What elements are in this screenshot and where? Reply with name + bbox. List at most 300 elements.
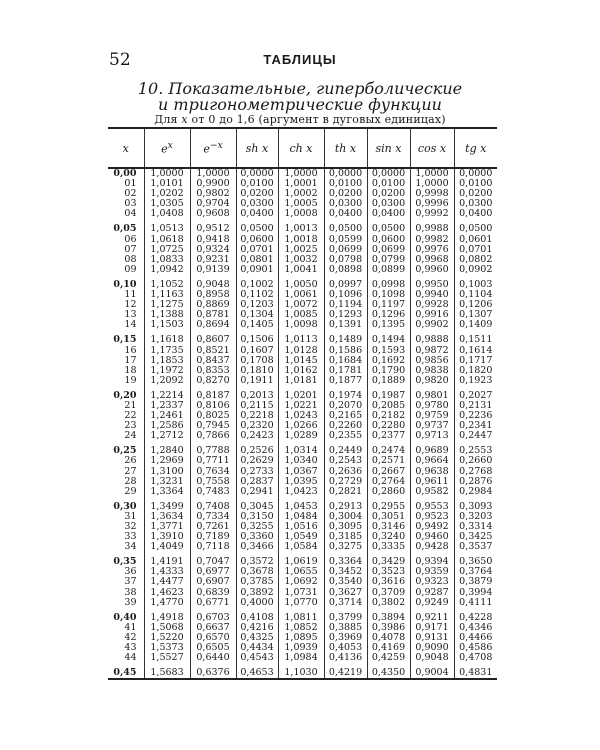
table-cell: 0,2768 <box>459 465 493 477</box>
table-cell: 0,2941 <box>236 487 278 497</box>
row-argument: 24 <box>108 431 144 441</box>
table-cell: 0,2085 <box>367 401 410 411</box>
table-cell: 0,9611 <box>410 477 454 487</box>
table-cell: 0,9996 <box>410 199 454 209</box>
table-cell: 1,4770 <box>144 598 190 608</box>
table-cell: 0,1203 <box>236 300 278 310</box>
header-col-th <box>324 128 367 168</box>
row-argument: 06 <box>108 235 144 245</box>
table-cell: 0,3799 <box>324 608 367 623</box>
running-head: ТАБЛИЦЫ <box>263 52 337 67</box>
table-cell: 0,1293 <box>324 310 367 320</box>
header-label: e <box>161 142 168 156</box>
table-cell: 1,4049 <box>144 542 190 552</box>
table-cell: 0,3892 <box>236 588 278 598</box>
table-cell: 0,9492 <box>410 522 454 532</box>
header-label: x <box>122 141 129 155</box>
header-col-exp-neg <box>190 128 236 168</box>
table-cell: 0,8106 <box>190 401 236 411</box>
table-cell: 0,3275 <box>324 542 367 552</box>
row-argument: 36 <box>108 567 144 577</box>
table-cell: 0,4325 <box>236 633 278 643</box>
table-cell: 0,9838 <box>410 366 454 376</box>
table-cell: 0,8353 <box>190 366 236 376</box>
table-cell: 0,1104 <box>459 289 493 301</box>
row-argument: 0,05 <box>108 219 144 234</box>
table-cell: 1,0098 <box>278 320 324 330</box>
table-cell: 0,8958 <box>190 290 236 300</box>
row-argument: 0,25 <box>108 441 144 456</box>
table-cell: 1,0000 <box>410 168 454 179</box>
header-superscript: −x <box>209 140 223 152</box>
table-cell: 1,5373 <box>144 643 190 653</box>
row-argument: 07 <box>108 245 144 255</box>
table-cell: 0,3095 <box>324 522 367 532</box>
row-argument: 33 <box>108 532 144 542</box>
table-cell: 0,6440 <box>190 653 236 663</box>
header-col-ch <box>278 128 324 168</box>
table-cell: 0,7334 <box>190 512 236 522</box>
table-cell: 0,0500 <box>367 219 410 234</box>
table-cell: 0,4169 <box>367 643 410 653</box>
table-cell: 0,1506 <box>236 330 278 345</box>
table-cell: 1,0314 <box>278 441 324 456</box>
table-cell: 0,9900 <box>190 179 236 189</box>
table-cell: 0,3885 <box>324 623 367 633</box>
table-cell: 0,9211 <box>410 608 454 623</box>
page-number: 52 <box>109 50 131 70</box>
table-cell: 0,3616 <box>367 577 410 587</box>
table-cell: 0,0000 <box>236 168 278 179</box>
row-argument: 0,45 <box>108 663 144 679</box>
table-cell: 1,0549 <box>278 532 324 542</box>
table-cell: 0,2013 <box>236 386 278 401</box>
header-col-exp <box>144 128 190 168</box>
table-cell: 0,7047 <box>190 552 236 567</box>
table-cell: 1,5683 <box>144 663 190 679</box>
table-cell: 1,3100 <box>144 467 190 477</box>
table-cell: 1,2461 <box>144 411 190 421</box>
table-cell: 1,0770 <box>278 598 324 608</box>
table-cell: 1,0025 <box>278 245 324 255</box>
table-cell: 1,5068 <box>144 623 190 633</box>
table-cell: 0,4219 <box>324 663 367 679</box>
table-cell: 0,2260 <box>324 421 367 431</box>
row-argument: 0,15 <box>108 330 144 345</box>
row-argument: 0,35 <box>108 552 144 567</box>
table-cell: 1,0984 <box>278 653 324 663</box>
table-cell: 0,0801 <box>236 255 278 265</box>
table-cell: 0,0600 <box>367 235 410 245</box>
table-cell: 0,9801 <box>410 386 454 401</box>
row-argument: 02 <box>108 189 144 199</box>
row-argument: 28 <box>108 477 144 487</box>
table-cell: 0,1405 <box>236 320 278 330</box>
table-cell: 0,3785 <box>236 577 278 587</box>
table-cell: 0,2447 <box>459 430 493 442</box>
table-row <box>108 431 497 441</box>
row-argument: 31 <box>108 512 144 522</box>
row-argument: 29 <box>108 487 144 497</box>
table-cell: 1,1618 <box>144 330 190 345</box>
table-cell: 1,0128 <box>278 346 324 356</box>
table-cell: 0,1614 <box>459 344 493 356</box>
function-table <box>108 127 497 680</box>
table-cell: 0,2115 <box>236 401 278 411</box>
table-cell: 0,1003 <box>459 278 493 290</box>
table-cell: 1,0202 <box>144 189 190 199</box>
table-cell: 0,0100 <box>324 179 367 189</box>
table-row <box>108 663 497 679</box>
table-cell: 0,9249 <box>410 598 454 608</box>
table-cell: 0,2236 <box>459 410 493 422</box>
table-cell: 0,9004 <box>410 663 454 679</box>
table-cell: 0,3627 <box>324 588 367 598</box>
table-cell: 0,0000 <box>367 168 410 179</box>
table-cell: 0,9131 <box>410 633 454 643</box>
table-cell: 0,6505 <box>190 643 236 653</box>
table-cell: 0,8187 <box>190 386 236 401</box>
table-cell: 1,0619 <box>278 552 324 567</box>
table-cell: 0,4434 <box>236 643 278 653</box>
table-row <box>108 487 497 497</box>
table-row <box>108 497 497 512</box>
row-argument: 41 <box>108 623 144 633</box>
table-cell: 1,0423 <box>278 487 324 497</box>
table-cell: 1,5527 <box>144 653 190 663</box>
table-cell: 0,9139 <box>190 265 236 275</box>
table-title-line1: 10. Показательные, гиперболические <box>137 79 463 98</box>
table-cell: 0,1494 <box>367 330 410 345</box>
table-cell: 0,8521 <box>190 346 236 356</box>
table-cell: 1,0725 <box>144 245 190 255</box>
table-cell: 0,0200 <box>324 189 367 199</box>
table-cell: 0,3714 <box>324 598 367 608</box>
table-cell: 0,7118 <box>190 542 236 552</box>
table-cell: 0,0701 <box>236 245 278 255</box>
table-cell: 1,2712 <box>144 431 190 441</box>
table-cell: 1,0340 <box>278 456 324 466</box>
table-cell: 0,9902 <box>410 320 454 330</box>
table-cell: 0,0599 <box>324 235 367 245</box>
header-label: sh x <box>245 141 269 155</box>
table-cell: 0,1098 <box>367 290 410 300</box>
table-cell: 0,9820 <box>410 376 454 386</box>
table-cell: 0,2984 <box>459 485 493 497</box>
table-cell: 0,2182 <box>367 411 410 421</box>
row-argument: 0,40 <box>108 608 144 623</box>
table-cell: 0,3678 <box>236 567 278 577</box>
table-cell: 1,0145 <box>278 356 324 366</box>
header-col-sh <box>236 128 278 168</box>
table-cell: 1,1503 <box>144 320 190 330</box>
table-cell: 0,9553 <box>410 497 454 512</box>
table-cell: 0,3425 <box>459 531 493 543</box>
table-cell: 1,0516 <box>278 522 324 532</box>
table-cell: 0,2821 <box>324 487 367 497</box>
table-cell: 0,4053 <box>324 643 367 653</box>
table-cell: 0,1790 <box>367 366 410 376</box>
table-cell: 0,2571 <box>367 456 410 466</box>
table-cell: 0,0500 <box>324 219 367 234</box>
table-cell: 0,1607 <box>236 346 278 356</box>
table-cell: 1,1735 <box>144 346 190 356</box>
table-cell: 0,4078 <box>367 633 410 643</box>
header-col-sin <box>367 128 410 168</box>
table-cell: 0,9394 <box>410 552 454 567</box>
row-argument: 44 <box>108 653 144 663</box>
table-cell: 0,6977 <box>190 567 236 577</box>
table-cell: 1,3499 <box>144 497 190 512</box>
table-cell: 0,1206 <box>459 299 493 311</box>
table-cell: 1,0584 <box>278 542 324 552</box>
table-cell: 0,3146 <box>367 522 410 532</box>
row-argument: 0,30 <box>108 497 144 512</box>
table-cell: 0,9780 <box>410 401 454 411</box>
table-cell: 0,2660 <box>459 455 493 467</box>
table-cell: 0,9523 <box>410 512 454 522</box>
table-cell: 0,9664 <box>410 456 454 466</box>
table-cell: 0,0902 <box>459 263 493 275</box>
table-cell: 1,0162 <box>278 366 324 376</box>
header-col-x <box>108 128 144 168</box>
table-cell: 0,0100 <box>367 179 410 189</box>
table-cell: 0,4216 <box>236 623 278 633</box>
table-cell: 0,0998 <box>367 275 410 290</box>
table-cell: 0,3466 <box>236 542 278 552</box>
table-cell: 0,2955 <box>367 497 410 512</box>
row-argument: 34 <box>108 542 144 552</box>
table-cell: 0,7408 <box>190 497 236 512</box>
table-cell: 0,9802 <box>190 189 236 199</box>
table-cell: 0,3452 <box>324 567 367 577</box>
table-cell: 0,9324 <box>190 245 236 255</box>
table-cell: 0,0798 <box>324 255 367 265</box>
table-cell: 0,0601 <box>459 233 493 245</box>
table-cell: 0,9928 <box>410 300 454 310</box>
table-cell: 1,0002 <box>278 189 324 199</box>
table-cell: 0,2876 <box>459 475 493 487</box>
table-cell: 1,0243 <box>278 411 324 421</box>
table-cell: 0,0799 <box>367 255 410 265</box>
table-cell: 0,4000 <box>236 598 278 608</box>
table-cell: 0,0300 <box>367 199 410 209</box>
row-argument: 14 <box>108 320 144 330</box>
table-cell: 0,7634 <box>190 467 236 477</box>
table-cell: 0,3540 <box>324 577 367 587</box>
table-cell: 0,6703 <box>190 608 236 623</box>
row-argument: 04 <box>108 209 144 219</box>
table-cell: 0,2526 <box>236 441 278 456</box>
table-cell: 0,1717 <box>459 354 493 366</box>
table-cell: 1,0408 <box>144 209 190 219</box>
table-cell: 0,1923 <box>459 374 493 386</box>
table-cell: 0,4653 <box>236 663 278 679</box>
table-cell: 1,0050 <box>278 275 324 290</box>
table-cell: 0,1889 <box>367 376 410 386</box>
table-row <box>108 330 497 345</box>
row-argument: 09 <box>108 265 144 275</box>
table-cell: 0,9988 <box>410 219 454 234</box>
table-cell: 0,2764 <box>367 477 410 487</box>
header-label: sin x <box>375 141 402 155</box>
table-cell: 0,1102 <box>236 290 278 300</box>
table-cell: 0,7189 <box>190 532 236 542</box>
table-cell: 0,0699 <box>367 245 410 255</box>
row-argument: 42 <box>108 633 144 643</box>
table-cell: 0,9872 <box>410 346 454 356</box>
row-argument: 27 <box>108 467 144 477</box>
table-cell: 1,0289 <box>278 431 324 441</box>
table-cell: 0,3314 <box>459 521 493 532</box>
header-label: th x <box>334 141 357 155</box>
table-cell: 0,1692 <box>367 356 410 366</box>
table-cell: 1,0113 <box>278 330 324 345</box>
table-cell: 1,2969 <box>144 456 190 466</box>
table-cell: 1,3231 <box>144 477 190 487</box>
table-cell: 1,1972 <box>144 366 190 376</box>
row-argument: 39 <box>108 598 144 608</box>
table-cell: 0,9287 <box>410 588 454 598</box>
header-label: e <box>203 142 210 156</box>
table-cell: 1,1030 <box>278 663 324 679</box>
table-cell: 0,4111 <box>459 596 493 608</box>
row-argument: 16 <box>108 346 144 356</box>
table-cell: 1,0618 <box>144 235 190 245</box>
table-cell: 0,0300 <box>459 198 493 210</box>
table-cell: 1,0852 <box>278 623 324 633</box>
table-cell: 0,9950 <box>410 275 454 290</box>
table-cell: 0,9916 <box>410 310 454 320</box>
table-cell: 0,0400 <box>324 209 367 219</box>
table-row <box>108 219 497 234</box>
table-cell: 0,1781 <box>324 366 367 376</box>
table-cell: 0,1987 <box>367 386 410 401</box>
table-cell: 1,0939 <box>278 643 324 653</box>
table-cell: 0,4259 <box>367 653 410 663</box>
table-cell: 0,1911 <box>236 376 278 386</box>
table-cell: 1,2586 <box>144 421 190 431</box>
table-cell: 0,0802 <box>459 253 493 265</box>
table-cell: 1,0655 <box>278 567 324 577</box>
row-argument: 26 <box>108 456 144 466</box>
table-cell: 0,9090 <box>410 643 454 653</box>
table-cell: 0,9638 <box>410 467 454 477</box>
table-cell: 1,0367 <box>278 467 324 477</box>
table-cell: 1,1052 <box>144 275 190 290</box>
table-cell: 0,2729 <box>324 477 367 487</box>
table-cell: 0,2913 <box>324 497 367 512</box>
table-cell: 1,0005 <box>278 199 324 209</box>
table-cell: 0,9689 <box>410 441 454 456</box>
table-cell: 0,3004 <box>324 512 367 522</box>
table-cell: 1,0085 <box>278 310 324 320</box>
table-cell: 0,9998 <box>410 189 454 199</box>
table-cell: 1,0000 <box>190 168 236 179</box>
table-cell: 0,8694 <box>190 320 236 330</box>
table-cell: 1,0072 <box>278 300 324 310</box>
table-cell: 0,0200 <box>459 188 493 200</box>
table-cell: 0,2377 <box>367 431 410 441</box>
table-cell: 0,3203 <box>459 510 493 522</box>
table-cell: 1,2214 <box>144 386 190 401</box>
row-argument: 38 <box>108 588 144 598</box>
table-cell: 0,6839 <box>190 588 236 598</box>
header-label: ch x <box>289 141 313 155</box>
table-row <box>108 653 497 663</box>
table-cell: 1,1163 <box>144 290 190 300</box>
table-cell: 0,3802 <box>367 598 410 608</box>
row-argument: 13 <box>108 310 144 320</box>
table-cell: 1,0221 <box>278 401 324 411</box>
table-cell: 0,2449 <box>324 441 367 456</box>
table-cell: 0,4543 <box>236 653 278 663</box>
table-cell: 0,0500 <box>236 219 278 234</box>
table-cell: 0,2667 <box>367 467 410 477</box>
row-argument: 43 <box>108 643 144 653</box>
table-cell: 0,9856 <box>410 356 454 366</box>
table-cell: 0,3537 <box>459 541 493 553</box>
table-cell: 0,1810 <box>236 366 278 376</box>
table-cell: 0,9608 <box>190 209 236 219</box>
table-cell: 0,4586 <box>459 642 493 654</box>
table-cell: 0,0000 <box>459 168 493 179</box>
table-cell: 1,1853 <box>144 356 190 366</box>
table-cell: 0,2218 <box>236 411 278 421</box>
table-cell: 0,4346 <box>459 621 493 633</box>
table-cell: 0,3429 <box>367 552 410 567</box>
table-cell: 0,1296 <box>367 310 410 320</box>
table-cell: 0,3093 <box>459 500 493 512</box>
table-cell: 0,1974 <box>324 386 367 401</box>
table-cell: 0,9737 <box>410 421 454 431</box>
table-cell: 0,3255 <box>236 522 278 532</box>
table-cell: 0,3150 <box>236 512 278 522</box>
table-cell: 1,0453 <box>278 497 324 512</box>
table-cell: 0,1708 <box>236 356 278 366</box>
table-cell: 0,2423 <box>236 431 278 441</box>
table-cell: 0,2629 <box>236 456 278 466</box>
table-row <box>108 542 497 552</box>
table-cell: 0,3045 <box>236 497 278 512</box>
table-cell: 0,9323 <box>410 577 454 587</box>
table-cell: 1,3910 <box>144 532 190 542</box>
table-cell: 1,1275 <box>144 300 190 310</box>
table-cell: 0,6907 <box>190 577 236 587</box>
table-cell: 0,0400 <box>459 208 493 220</box>
table-cell: 0,4228 <box>459 611 493 623</box>
table-cell: 0,2474 <box>367 441 410 456</box>
table-cell: 0,9940 <box>410 290 454 300</box>
table-cell: 0,3335 <box>367 542 410 552</box>
table-cell: 0,9428 <box>410 542 454 552</box>
table-cell: 0,7558 <box>190 477 236 487</box>
table-cell: 0,3364 <box>324 552 367 567</box>
table-cell: 0,1586 <box>324 346 367 356</box>
row-argument: 12 <box>108 300 144 310</box>
header-superscript: x <box>167 140 173 152</box>
table-cell: 0,0600 <box>236 235 278 245</box>
table-cell: 1,4477 <box>144 577 190 587</box>
table-cell: 0,4708 <box>459 652 493 664</box>
table-cell: 0,9048 <box>410 653 454 663</box>
table-cell: 0,9460 <box>410 532 454 542</box>
table-cell: 0,6570 <box>190 633 236 643</box>
table-cell: 1,0395 <box>278 477 324 487</box>
row-argument: 32 <box>108 522 144 532</box>
row-argument: 01 <box>108 179 144 189</box>
table-cell: 0,9888 <box>410 330 454 345</box>
